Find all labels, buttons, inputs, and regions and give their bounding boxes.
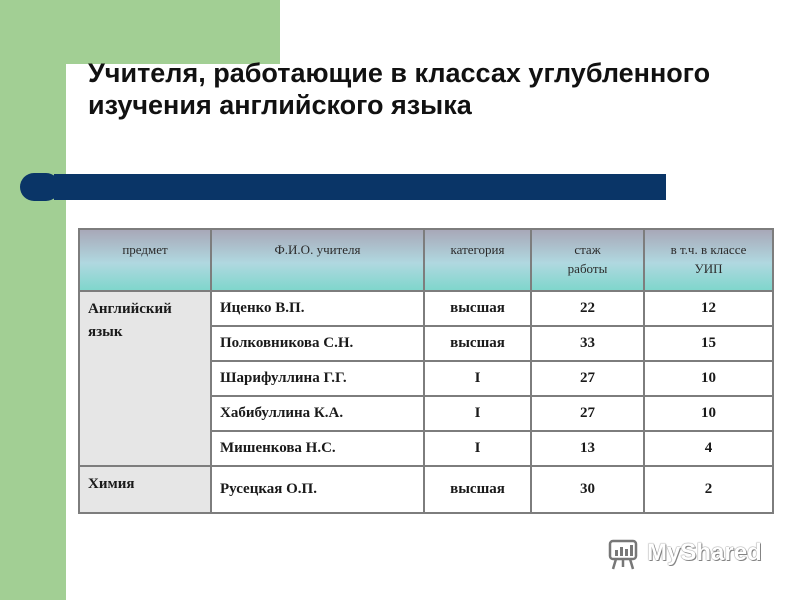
experience-cell: 30 [532, 467, 645, 512]
category-cell: I [425, 397, 532, 432]
uip-cell: 10 [645, 362, 772, 397]
teacher-name-cell: Хабибуллина К.А. [212, 397, 425, 432]
teacher-name-cell: Русецкая О.П. [212, 467, 425, 512]
teachers-table [78, 228, 774, 514]
presentation-board-icon [607, 537, 641, 571]
page-title: Учителя, работающие в классах углубленного изучения английского языка [88, 58, 711, 120]
table-header-row [80, 230, 772, 292]
uip-cell: 2 [645, 467, 772, 512]
header-teacher-name: Ф.И.О. учителя [212, 230, 425, 292]
table-row [80, 292, 772, 327]
header-experience [532, 230, 645, 292]
top-green-band [0, 0, 280, 64]
experience-cell: 22 [532, 292, 645, 327]
uip-cell: 10 [645, 397, 772, 432]
logo-text: MyShared [647, 539, 762, 566]
teacher-name-cell: Шарифуллина Г.Г. [212, 362, 425, 397]
teacher-name-cell: Полковникова С.Н. [212, 327, 425, 362]
experience-cell: 33 [532, 327, 645, 362]
myshared-logo[interactable] [607, 537, 767, 573]
experience-cell: 13 [532, 432, 645, 467]
subject-cell: Английский язык [80, 292, 212, 467]
uip-cell: 12 [645, 292, 772, 327]
category-cell: высшая [425, 467, 532, 512]
experience-cell: 27 [532, 397, 645, 432]
header-uip-text: в т.ч. в классе УИП [670, 242, 747, 276]
header-subject: предмет [80, 230, 212, 292]
header-experience-text: стаж работы [567, 242, 608, 276]
category-cell: I [425, 362, 532, 397]
left-green-band [0, 0, 66, 600]
header-uip [645, 230, 772, 292]
subject-cell: Химия [80, 467, 212, 512]
divider-bar [54, 174, 666, 200]
category-cell: I [425, 432, 532, 467]
category-cell: высшая [425, 327, 532, 362]
uip-cell: 15 [645, 327, 772, 362]
experience-cell: 27 [532, 362, 645, 397]
category-cell: высшая [425, 292, 532, 327]
teacher-name-cell: Иценко В.П. [212, 292, 425, 327]
teacher-name-cell: Мишенкова Н.С. [212, 432, 425, 467]
uip-cell: 4 [645, 432, 772, 467]
header-category: категория [425, 230, 532, 292]
table-row [80, 467, 772, 512]
